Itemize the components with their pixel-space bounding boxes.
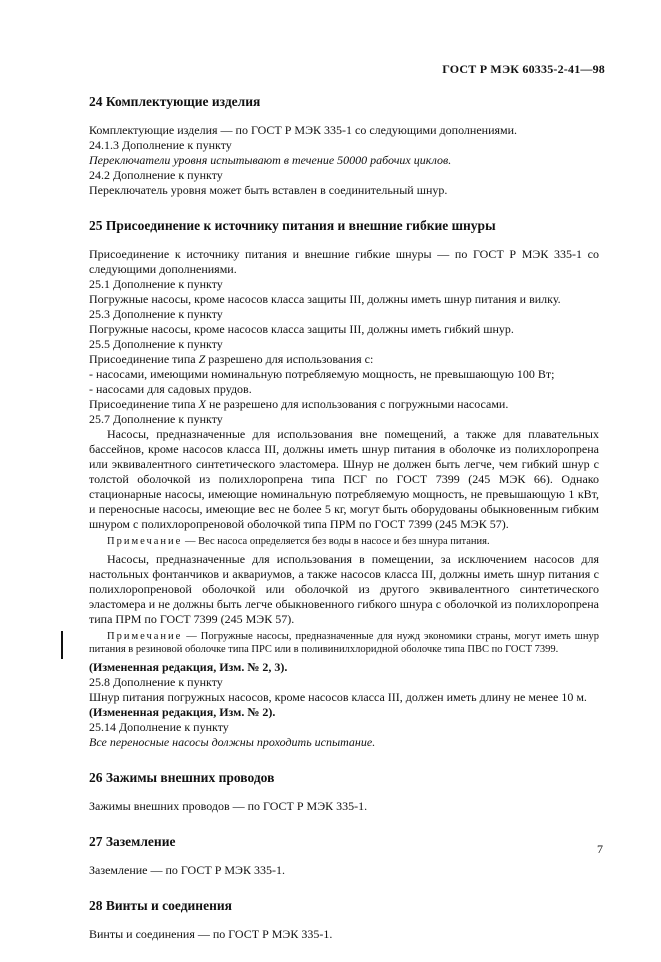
section-28 [89, 898, 599, 942]
note-text: — Вес насоса определяется без воды в насосе и без шнура питания. [182, 536, 490, 547]
dash-list [89, 367, 599, 397]
italic-paragraph: Все переносные насосы должны проходить испытание. [89, 735, 376, 749]
clause-ref: 24.2 Дополнение к пункту [89, 168, 223, 182]
paragraph: Погружные насосы, кроме насосов класса защиты III, должны иметь шнур питания и вилку. [89, 292, 561, 306]
paragraph: Заземление — по ГОСТ Р МЭК 335-1. [89, 863, 285, 877]
document-header: ГОСТ Р МЭК 60335-2-41—98 [442, 62, 605, 76]
clause-ref: 25.3 Дополнение к пункту [89, 307, 223, 321]
clause-ref: 25.8 Дополнение к пункту [89, 675, 223, 689]
change-bar [61, 631, 63, 659]
note [89, 535, 599, 548]
clause-ref: 25.5 Дополнение к пункту [89, 337, 223, 351]
paragraph: Насосы, предназначенные для использования вне помещений, а также для плавательных бассейнов, кроме насосов класса III, должны иметь шнур питания в оболочке из полихлоропрена или эквивалентного синтетического эластомера. Шнур не должен быть легче, чем гибкий шнур с толстой оболочкой из полихлоропрена типа ПСГ по ГОСТ 7399 (245 МЭК 66). Однако стационарные насосы, имеющие номинальную потребляемую мощность, не превышающую 1 кВт, и переносные насосы, имеющие вес не более 5 кг, могут быть оборудованы обыкновенным гибким шнуром с полихлоропреновой оболочкой типа ПРМ по ГОСТ 7399 (245 МЭК 57). [89, 427, 599, 531]
section-25 [89, 218, 599, 750]
edition-note: (Измененная редакция, Изм. № 2). [89, 705, 276, 719]
paragraph [89, 352, 599, 367]
note-label: Примечание [107, 536, 183, 547]
paragraph: Насосы, предназначенные для использования в помещении, за исключением насосов для настольных фонтанчиков и аквариумов, а также насосов класса III, должны иметь шнур питания с полихлоропреновой оболочкой или оболочкой из другого эквивалентного синтетического эластомера и не должны быть легче обыкновенного гибкого шнура с оболочкой из полихлоропрена типа ПРМ по ГОСТ 7399 (245 МЭК 57). [89, 552, 599, 626]
note [89, 630, 599, 656]
list-item: - насосами, имеющими номинальную потребляемую мощность, не превышающую 100 Вт; [89, 367, 555, 381]
text: Присоединение типа [89, 397, 199, 411]
section-24 [89, 94, 599, 198]
note-text: — Погружные насосы, предназначенные для нужд экономики страны, могут иметь шнур питания в резиновой оболочке типа ПРС или в поливинилхлоридной оболочке типа ПВС по ГОСТ 7399. [89, 631, 599, 655]
clause-ref: 25.7 Дополнение к пункту [89, 412, 223, 426]
note-label: Примечание [107, 631, 183, 642]
clause-ref: 25.14 Дополнение к пункту [89, 720, 229, 734]
paragraph: Присоединение к источнику питания и внешние гибкие шнуры — по ГОСТ Р МЭК 335-1 со следующими дополнениями. [89, 247, 599, 276]
clause-ref: 25.1 Дополнение к пункту [89, 277, 223, 291]
text: не разрешено для использования с погружными насосами. [205, 397, 509, 411]
text: X [198, 397, 206, 411]
section-27 [89, 834, 599, 878]
text: разрешено для использования с: [205, 352, 374, 366]
text: Присоединение типа [89, 352, 199, 366]
paragraph [89, 397, 599, 412]
edition-note: (Измененная редакция, Изм. № 2, 3). [89, 660, 288, 674]
section-28-title: 28 Винты и соединения [89, 898, 232, 913]
paragraph: Шнур питания погружных насосов, кроме насосов класса III, должен иметь длину не менее 10 м. [89, 690, 587, 704]
text: Z [198, 352, 206, 366]
section-27-title: 27 Заземление [89, 834, 176, 849]
page-content [89, 94, 599, 962]
list-item: - насосами для садовых прудов. [89, 382, 252, 396]
paragraph: Винты и соединения — по ГОСТ Р МЭК 335-1. [89, 927, 333, 941]
section-26-title: 26 Зажимы внешних проводов [89, 770, 275, 785]
paragraph: Зажимы внешних проводов — по ГОСТ Р МЭК 335-1. [89, 799, 368, 813]
clause-ref: 24.1.3 Дополнение к пункту [89, 138, 232, 152]
paragraph: Погружные насосы, кроме насосов класса защиты III, должны иметь гибкий шнур. [89, 322, 514, 336]
section-26 [89, 770, 599, 814]
paragraph: Комплектующие изделия — по ГОСТ Р МЭК 335-1 со следующими дополнениями. [89, 123, 518, 137]
page-number: 7 [597, 842, 603, 856]
section-25-title: 25 Присоединение к источнику питания и внешние гибкие шнуры [89, 218, 496, 233]
italic-paragraph: Переключатели уровня испытывают в течение 50000 рабочих циклов. [89, 153, 452, 167]
paragraph: Переключатель уровня может быть вставлен в соединительный шнур. [89, 183, 448, 197]
section-24-title: 24 Комплектующие изделия [89, 94, 261, 109]
